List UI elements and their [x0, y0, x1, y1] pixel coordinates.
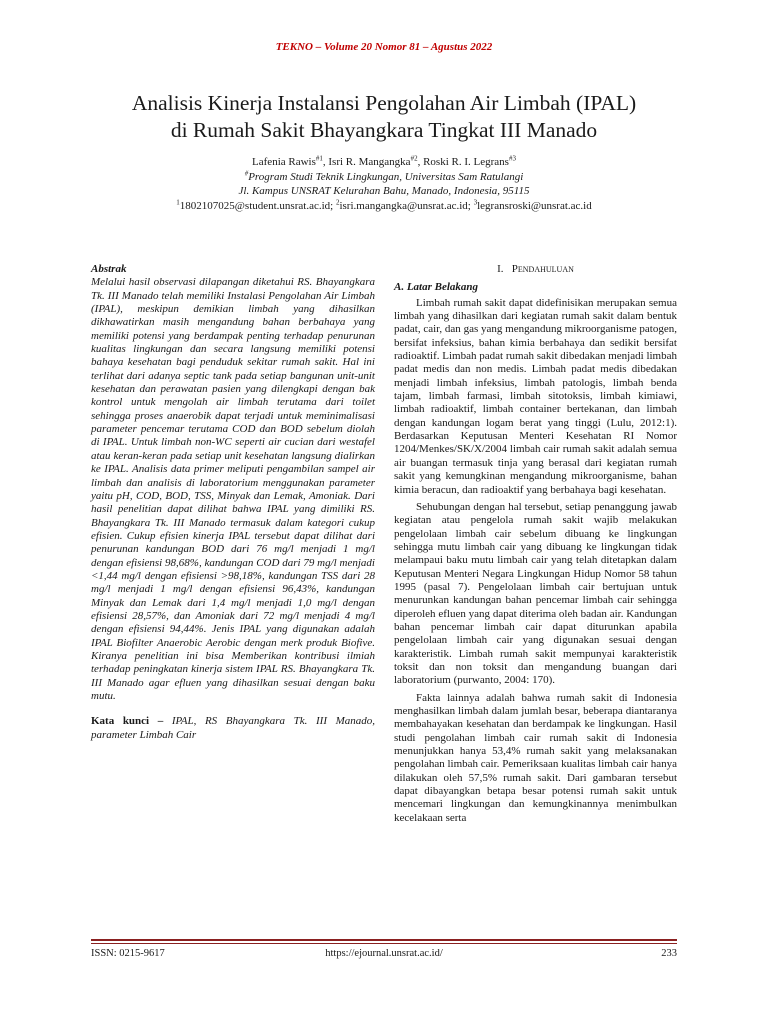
author-1-sup: #1 — [315, 154, 323, 163]
address: Jl. Kampus UNSRAT Kelurahan Bahu, Manado, Indonesia, 95115 — [238, 185, 530, 197]
affiliation — [60, 170, 708, 185]
footer-page-number: 233 — [661, 948, 677, 959]
title-line-1: Analisis Kinerja Instalansi Pengolahan Air Limbah (IPAL) — [131, 91, 637, 115]
affiliation-text: Program Studi Teknik Lingkungan, Universitas Sam Ratulangi — [248, 170, 524, 183]
section-heading — [394, 263, 677, 276]
footer-rule-thin — [91, 943, 677, 944]
introduction-column — [394, 263, 677, 829]
footer-url[interactable]: https://ejournal.unsrat.ac.id/ — [325, 948, 443, 959]
email-3: legransroski@unsrat.ac.id — [477, 199, 592, 212]
author-1: Lafenia Rawis — [252, 156, 316, 168]
abstract-column — [91, 263, 375, 742]
email-1: 1802107025@student.unsrat.ac.id; — [179, 199, 336, 212]
keywords — [91, 715, 375, 742]
abstract-heading: Abstrak — [91, 263, 127, 275]
email-3-sup: 3 — [473, 197, 478, 206]
author-names — [60, 155, 708, 170]
paper-title — [60, 90, 708, 144]
title-line-2: di Rumah Sakit Bhayangkara Tingkat III Manado — [170, 118, 598, 142]
keywords-text: IPAL, RS Bhayangkara Tk. III Manado, parameter Limbah Cair — [91, 715, 375, 741]
keywords-label: Kata kunci – — [91, 715, 172, 728]
section-title: Pendahuluan — [511, 263, 574, 275]
author-2: , Isri R. Mangangka — [322, 156, 411, 168]
paragraph-1: Limbah rumah sakit dapat didefinisikan merupakan semua limbah yang dihasilkan dari kegiatan rumah sakit dalam bentuk padat, cair, dan gas yang mengandung mikroorganisme patogen, bersifat infeksius, bahan kimia berbahaya dan sedikit bersifat radioaktif. Limbah padat rumah sakit dibedakan menjadi limbah padat medis dan non medis. Limbah padat medis dibedakan menjadi limbah infeksius, limbah patologis, limbah benda tajam, limbah farmasi, limbah sitotoksis, limbah kimiawi, limbah radioaktif, limbah container bertekanan, dan limbah dengan kandungan logam berat yang tinggi (Lulu, 2012:1). Berdasarkan Keputusan Menteri Kesehatan RI Nomor 1204/Menkes/SK/X/2004 limbah cair rumah sakit adalah semua air buangan termasuk tinja yang berasal dari kegiatan rumah sakit yang kemungkinan mengandung mikroorganisme, bahan kimia beracun, dan radioaktif yang berbahaya bagi kesehatan. — [394, 296, 677, 496]
affiliation-sup: # — [244, 168, 249, 177]
section-number: I. — [497, 263, 504, 275]
author-2-sup: #2 — [410, 154, 418, 163]
subsection-heading: A. Latar Belakang — [394, 281, 479, 294]
author-3: , Roski R. I. Legrans — [417, 156, 509, 168]
author-block — [60, 155, 708, 213]
footer-rule-thick — [91, 939, 677, 941]
abstract-body: Melalui hasil observasi dilapangan diketahui RS. Bhayangkara Tk. III Manado telah memiliki Instalasi Pengolahan Air Limbah (IPAL), meskipun demikian limbah yang dihasilkan dikhawatirkan masih mengandung bahan berbahaya yang memiliki potensi yang berdampak penting terhadap penurunan kualitas lingkungan dan secara langsung memiliki potensi bahaya kesehatan bagi penduduk sekitar rumah sakit. Hal ini terlihat dari adanya septic tank pada setiap bangunan unit-unit kesehatan dan perawatan pasien yang dilengkapi dengan bak kontrol untuk mengolah air limbah terutama dari toilet sehingga proses anaerobik dapat terjadi untuk meminimalisasi parameter pencemar terutama COD dan BOD sebelum diolah di IPAL. Untuk limbah non-WC seperti air cucian dari westafel atau keran-keran pada setiap unit kesehatan langsung dialirkan ke IPAL. Analisis data primer meliputi pengambilan sampel air limbah dan analisis di laboratorium menggunakan parameter yaitu pH, COD, BOD, TSS, Minyak dan Lemak, Amoniak. Dari hasil penelitian dapat dilihat bahwa IPAL yang dimiliki RS. Bhayangkara Tk. III Manado termasuk dalam kategori cukup efisien. Cukup efisien kinerja IPAL tersebut dapat dilihat dari penurunan kandungan BOD dari 76 mg/l menjadi 1 mg/l dengan efisiensi 98,68%, kandungan COD dari 79 mg/l menjadi <1,44 mg/l dengan efisiensi >98,18%, kandungan TSS dari 28 mg/l menjadi 1 mg/l dengan efisiensi 96,43%, kandungan Minyak dan Lemak dari 1,4 mg/l menjadi 1,0 mg/l dengan efisiensi 28,57%, dan Amoniak dari 72 mg/l menjadi 4 mg/l dengan efisiensi 94,44%. Jenis IPAL yang digunakan adalah IPAL Biofilter Anaerobic Aerobic dengan merk produk Biofive. Kiranya penelitian ini bisa Memberikan kontribusi ilmiah terhadap peningkatan kinerja sistem IPAL RS. Bhayangkara Tk. III Manado agar efluen yang dihasilkan sesuai dengan baku mutu. — [91, 276, 375, 702]
journal-header: TEKNO – Volume 20 Nomor 81 – Agustus 2022 — [275, 41, 493, 53]
paragraph-3: Fakta lainnya adalah bahwa rumah sakit di Indonesia menghasilkan limbah dalam jumlah besar, beberapa diantaranya membahayakan kesehatan dan berdampak ke lingkungan. Hasil studi pengolahan limbah cair rumah sakit di Indonesia menunjukkan hanya 53,4% rumah sakit yang melaksanakan pengolahan limbah cair. Pemeriksaan kualitas limbah cair hanya dilakukan oleh 57,5% rumah sakit. Dari gambaran tersebut dapat dibayangkan betapa besar potensi rumah sakit untuk mencemari lingkungan dan kemungkinannya menimbulkan kecelakaan serta — [394, 691, 677, 824]
footer-issn: ISSN: 0215-9617 — [91, 948, 165, 959]
emails — [60, 199, 708, 214]
email-2: isri.mangangka@unsrat.ac.id; — [339, 199, 474, 212]
email-1-sup: 1 — [176, 197, 180, 206]
email-2-sup: 2 — [335, 197, 340, 206]
author-3-sup: #3 — [508, 154, 516, 163]
paragraph-2: Sehubungan dengan hal tersebut, setiap penanggung jawab kegiatan atau pengelola rumah sakit wajib melakukan pengelolaan limbah cair sebelum dibuang ke lingkungan sehingga mutu limbah cair yang dibuang ke lingkungan tidak melampaui baku mutu limbah cair yang telah ditetapkan dalam Keputusan Menteri Negara Lingkungan Hidup Nomor 58 tahun 1995 (pasal 7). Pengelolaan limbah cair bertujuan untuk menurunkan kandungan bahan pencemar limbah cair sehingga diperoleh efluen yang dapat diterima oleh badan air. Kandungan bahan pencemar limbah cair dapat diturunkan apabila pengelolaan limbah cair yang digunakan sesuai dengan karakteristik. Limbah rumah sakit mempunyai karakteristik toksit dan non toksit dan mengandung buangan dari laboratorium (purwanto, 2004: 170). — [394, 500, 677, 687]
